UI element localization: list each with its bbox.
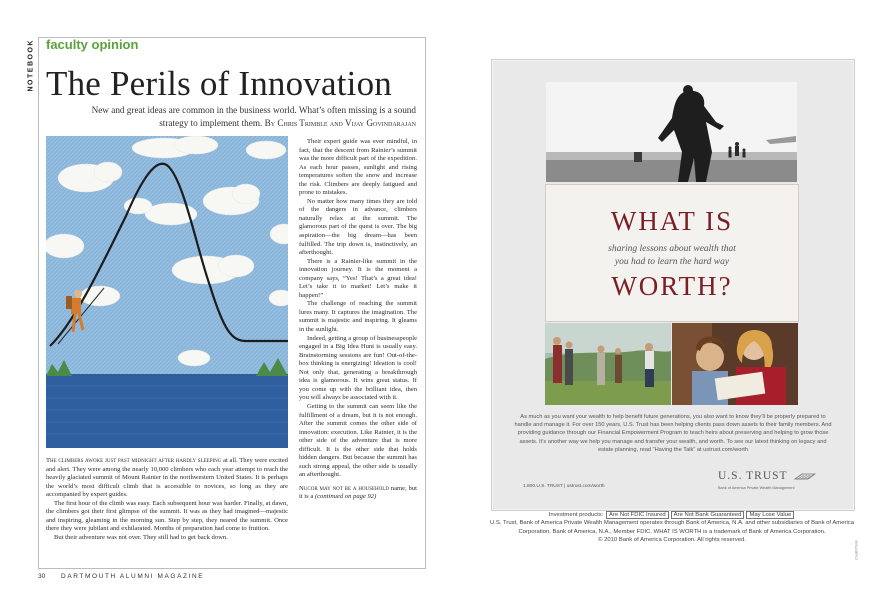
paragraph-text: at all. They were excited and alert. They were among the nearly 10,000 climbers who each year attempt to reach the heavily glaciated summit of Mount Rainier in the northwestern United States. It is perhaps the world’s most difficult climb that is accessible to novices, so long as they are accompanied by expert guides. <box>46 457 288 499</box>
article-column-right <box>299 138 417 502</box>
mountain-illustration-art <box>46 136 288 448</box>
disclaimer-line-3: © 2010 Bank of America Corporation. All rights reserved. <box>598 536 746 543</box>
photo-credit: Credit Photo <box>854 540 859 560</box>
section-lead-in: Nucor may not be a household <box>299 484 389 492</box>
magazine-name: DARTMOUTH ALUMNI MAGAZINE <box>61 573 205 580</box>
lead-in: The climbers awoke just past midnight after hardly sleeping <box>46 457 222 464</box>
paragraph: The first hour of the climb was easy. Each subsequent hour was harder. Finally, at dawn, the climbers got their first glimpse of the summit. It was as they had imagined—majestic and inspiring, gleaming in the morning sun. Step by step, they neared the summit. Once there they were jubilant and exhilarated. Months of preparation had come to fruition. <box>46 499 288 533</box>
lake <box>46 374 288 448</box>
byline: By Chris Trimble and Vijay Govindarajan <box>264 118 416 128</box>
logo-name: U.S. TRUST <box>718 470 788 482</box>
ad-photo-reading-together <box>672 323 798 405</box>
paragraph: The challenge of reaching the summit lures many. It captures the imagination. The summit is majestic and inspiring. It gleams in the sunlight. <box>299 300 417 334</box>
ad-title-box <box>545 184 799 322</box>
headline: The Perils of Innovation <box>46 64 392 103</box>
page-number: 30 <box>38 573 46 580</box>
ad-tagline <box>546 243 798 269</box>
opening-paragraph <box>46 457 288 500</box>
ad-photo-reading-together-art <box>672 323 798 405</box>
disclaimer-prefix: Investment products: <box>548 512 604 518</box>
kicker: faculty opinion <box>46 37 139 52</box>
ad-body-copy: As much as you want your wealth to help benefit future generations, you also want to know they’ll be properly prepared to handle and manage it. For over 150 years, U.S. Trust has been helping clients pass down assets to their family members. And providing guidance through our Financial Empowerment Program to teach heirs about preserving and helping to grow those assets. It’s another way we help you manage and transfer your wealth, and worth. To see our latest thinking on legacy and estate planning, read “Having the Talk” at ustrust.com/worth <box>514 414 832 453</box>
disclaimer-badge: May Lose Value <box>746 511 794 519</box>
disclaimer-line-1 <box>488 511 856 519</box>
dek-text: New and great ideas are common in the business world. What’s often missing is a sound strategy to implement them. <box>91 105 416 128</box>
ad-photo-man-airfield <box>546 82 797 182</box>
ad-photo-man-airfield-art <box>546 82 797 182</box>
ad-tagline-line-1: sharing lessons about wealth that <box>608 244 736 254</box>
paragraph: But their adventure was not over. They still had to get back down. <box>54 533 228 541</box>
continued-jump: (continued on page 92) <box>314 493 377 501</box>
logo-subtitle: Bank of America Private Wealth Management <box>718 486 795 490</box>
ad-photo-family-outdoors-art <box>545 323 671 405</box>
paragraph: Indeed, getting a group of businesspeople engaged in a Big Idea Hunt is usually easy. Brainstorming sessions are fun! Out-of-the-box thinking is energizing! Ideation is cool! Not only that, generating a breakthrough idea is glamorous. It wins great status. If you come up with the brilliant idea, then you will always be associated with it. <box>299 334 417 402</box>
mountain-illustration <box>46 136 288 448</box>
folio <box>38 573 204 580</box>
disclaimer-badge: Are Not FDIC Insured <box>606 511 669 519</box>
ad-title-line-2: WORTH? <box>611 271 733 301</box>
ad-photo-family-outdoors <box>545 323 671 405</box>
paragraph: No matter how many times they are told of the dangers in advance, climbers naturally relax at the summit. The glamorous part of the quest is over. The big aspiration—the big dream—has been fulfilled. The trip down is, instinctively, an afterthought. <box>299 197 417 257</box>
ad-title-line-1: WHAT IS <box>610 206 734 236</box>
ad-disclaimer <box>488 511 856 544</box>
paragraph: Getting to the summit can seem like the fulfillment of a dream, but it is not enough. After the summit comes the other side of innovation: execution. Like Rainier, it is the other side of the adventure that is more difficult. It is the other side that holds hidden dangers. But because the summit has such strong appeal, the other side is usually an afterthought. <box>299 402 417 479</box>
article-column-left <box>46 457 288 542</box>
dek <box>64 104 416 130</box>
section-tab: NOTEBOOK <box>27 39 35 92</box>
paragraph: There is a Rainier-like summit in the innovation journey. It is the moment a company says, “Yes! That’s a great idea! Let’s take it to market! Let’s make it happen!” <box>299 257 417 299</box>
bank-flag-icon <box>794 472 816 482</box>
disclaimer-line-2: U.S. Trust, Bank of America Private Wealth Management operates through Bank of America, N.A. and other subsidiaries of Bank of America Corporation. Bank of America, N.A., Member FDIC. WHAT IS WORTH is a trademark of Bank of America Corporation. <box>490 520 854 535</box>
paragraph: Their expert guide was ever mindful, in fact, that the descent from Rainier’s summit was the more difficult part of the expedition. As each hour passes, sunlight and rising temperatures soften the snow and increase the risk. Climbers are deeply fatigued and prone to mistakes. <box>299 138 417 197</box>
ad-contact: 1.800.U.S. TRUST | ustrust.com/worth <box>523 484 605 489</box>
section-lead-paragraph <box>299 485 417 502</box>
paragraph-text: name, but it is a <box>299 484 418 501</box>
disclaimer-badge: Are Not Bank Guaranteed <box>671 511 745 519</box>
ad-tagline-line-2: you had to learn the hard way <box>614 257 730 267</box>
us-trust-logo <box>718 470 818 500</box>
